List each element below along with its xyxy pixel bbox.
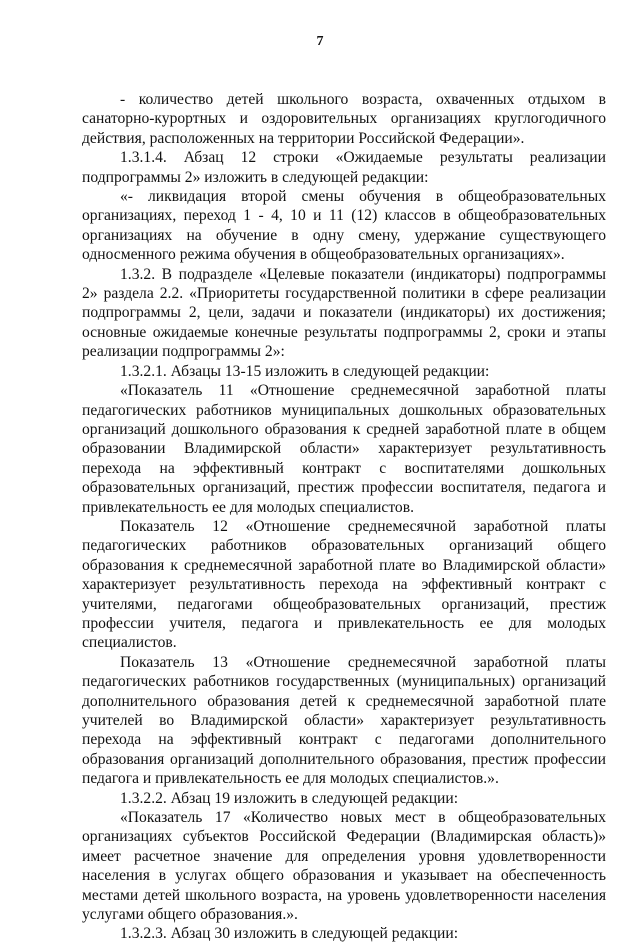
paragraph-1-3-2-2-heading: 1.3.2.2. Абзац 19 изложить в следующей редакции:	[120, 789, 459, 807]
paragraph-1-3-2-1-heading: 1.3.2.1. Абзацы 13-15 изложить в следующей редакции:	[120, 362, 490, 380]
paragraph-1-3-1-4-heading: 1.3.1.4. Абзац 12 строки «Ожидаемые результаты реализации подпрограммы 2» изложить в следующей редакции:	[82, 149, 606, 186]
paragraph-indicator-12: Показатель 12 «Отношение среднемесячной заработной платы педагогических работников образовательных организаций общего образования к среднемесячной заработной плате во Владимирской области» характеризует результативность перехода на эффективный контракт с учителями, педагогами общеобразовательных организаций, престиж профессии учителя, педагога и привлекательность ее для молодых специалистов.	[82, 517, 606, 652]
paragraph-indicator-13: Показатель 13 «Отношение среднемесячной заработной платы педагогических работников государственных (муниципальных) организаций дополнительного образования детей к среднемесячной заработной плате учителей во Владимирской области» характеризует результативность перехода на эффективный контракт с педагогами дополнительного образования организаций дополнительного образования, престиж профессии педагога и привлекательность ее для молодых специалистов.».	[82, 653, 606, 788]
paragraph-indicator-11: «Показатель 11 «Отношение среднемесячной заработной платы педагогических работников муниципальных дошкольных образовательных организаций дошкольного образования к средней заработной плате в общем образовании Владимирской области» характеризует результативность перехода на эффективный контракт с воспитателями дошкольных образовательных организаций, престиж профессии воспитателя, педагога и привлекательность ее для молодых специалистов.	[82, 382, 606, 516]
page-number: 7	[316, 34, 324, 49]
paragraph-children-health-resorts: - количество детей школьного возраста, охваченных отдыхом в санаторно-курортных и оздоровительных организациях круглогодичного действия, расположенных на территории Российской Федерации».	[82, 91, 606, 147]
paragraph-indicator-17: «Показатель 17 «Количество новых мест в общеобразовательных организациях субъектов Российской Федерации (Владимирская область)» имеет расчетное значение для определения уровня удовлетворенности населения в услугах общего образования и указывает на обеспеченность местами детей школьного возраста, на уровень удовлетворенности населения услугами общего образования.».	[82, 809, 606, 924]
paragraph-1-3-2-heading: 1.3.2. В подразделе «Целевые показатели (индикаторы) подпрограммы 2» раздела 2.2. «Приоритеты государственной политики в сфере реализации подпрограммы 2, цели, задачи и показатели (индикаторы) их достижения; основные ожидаемые конечные результаты подпрограммы 2, сроки и этапы реализации подпрограммы 2»:	[82, 265, 606, 361]
paragraph-1-3-2-3-heading: 1.3.2.3. Абзац 30 изложить в следующей редакции:	[120, 925, 459, 943]
document-body	[82, 90, 606, 944]
paragraph-second-shift-elimination: «- ликвидация второй смены обучения в общеобразовательных организациях, переход 1 - 4, 10 и 11 (12) классов в общеобразовательных организациях на обучение в одну смену, удержание существующего односменного режима обучения в общеобразовательных организациях».	[82, 188, 606, 264]
